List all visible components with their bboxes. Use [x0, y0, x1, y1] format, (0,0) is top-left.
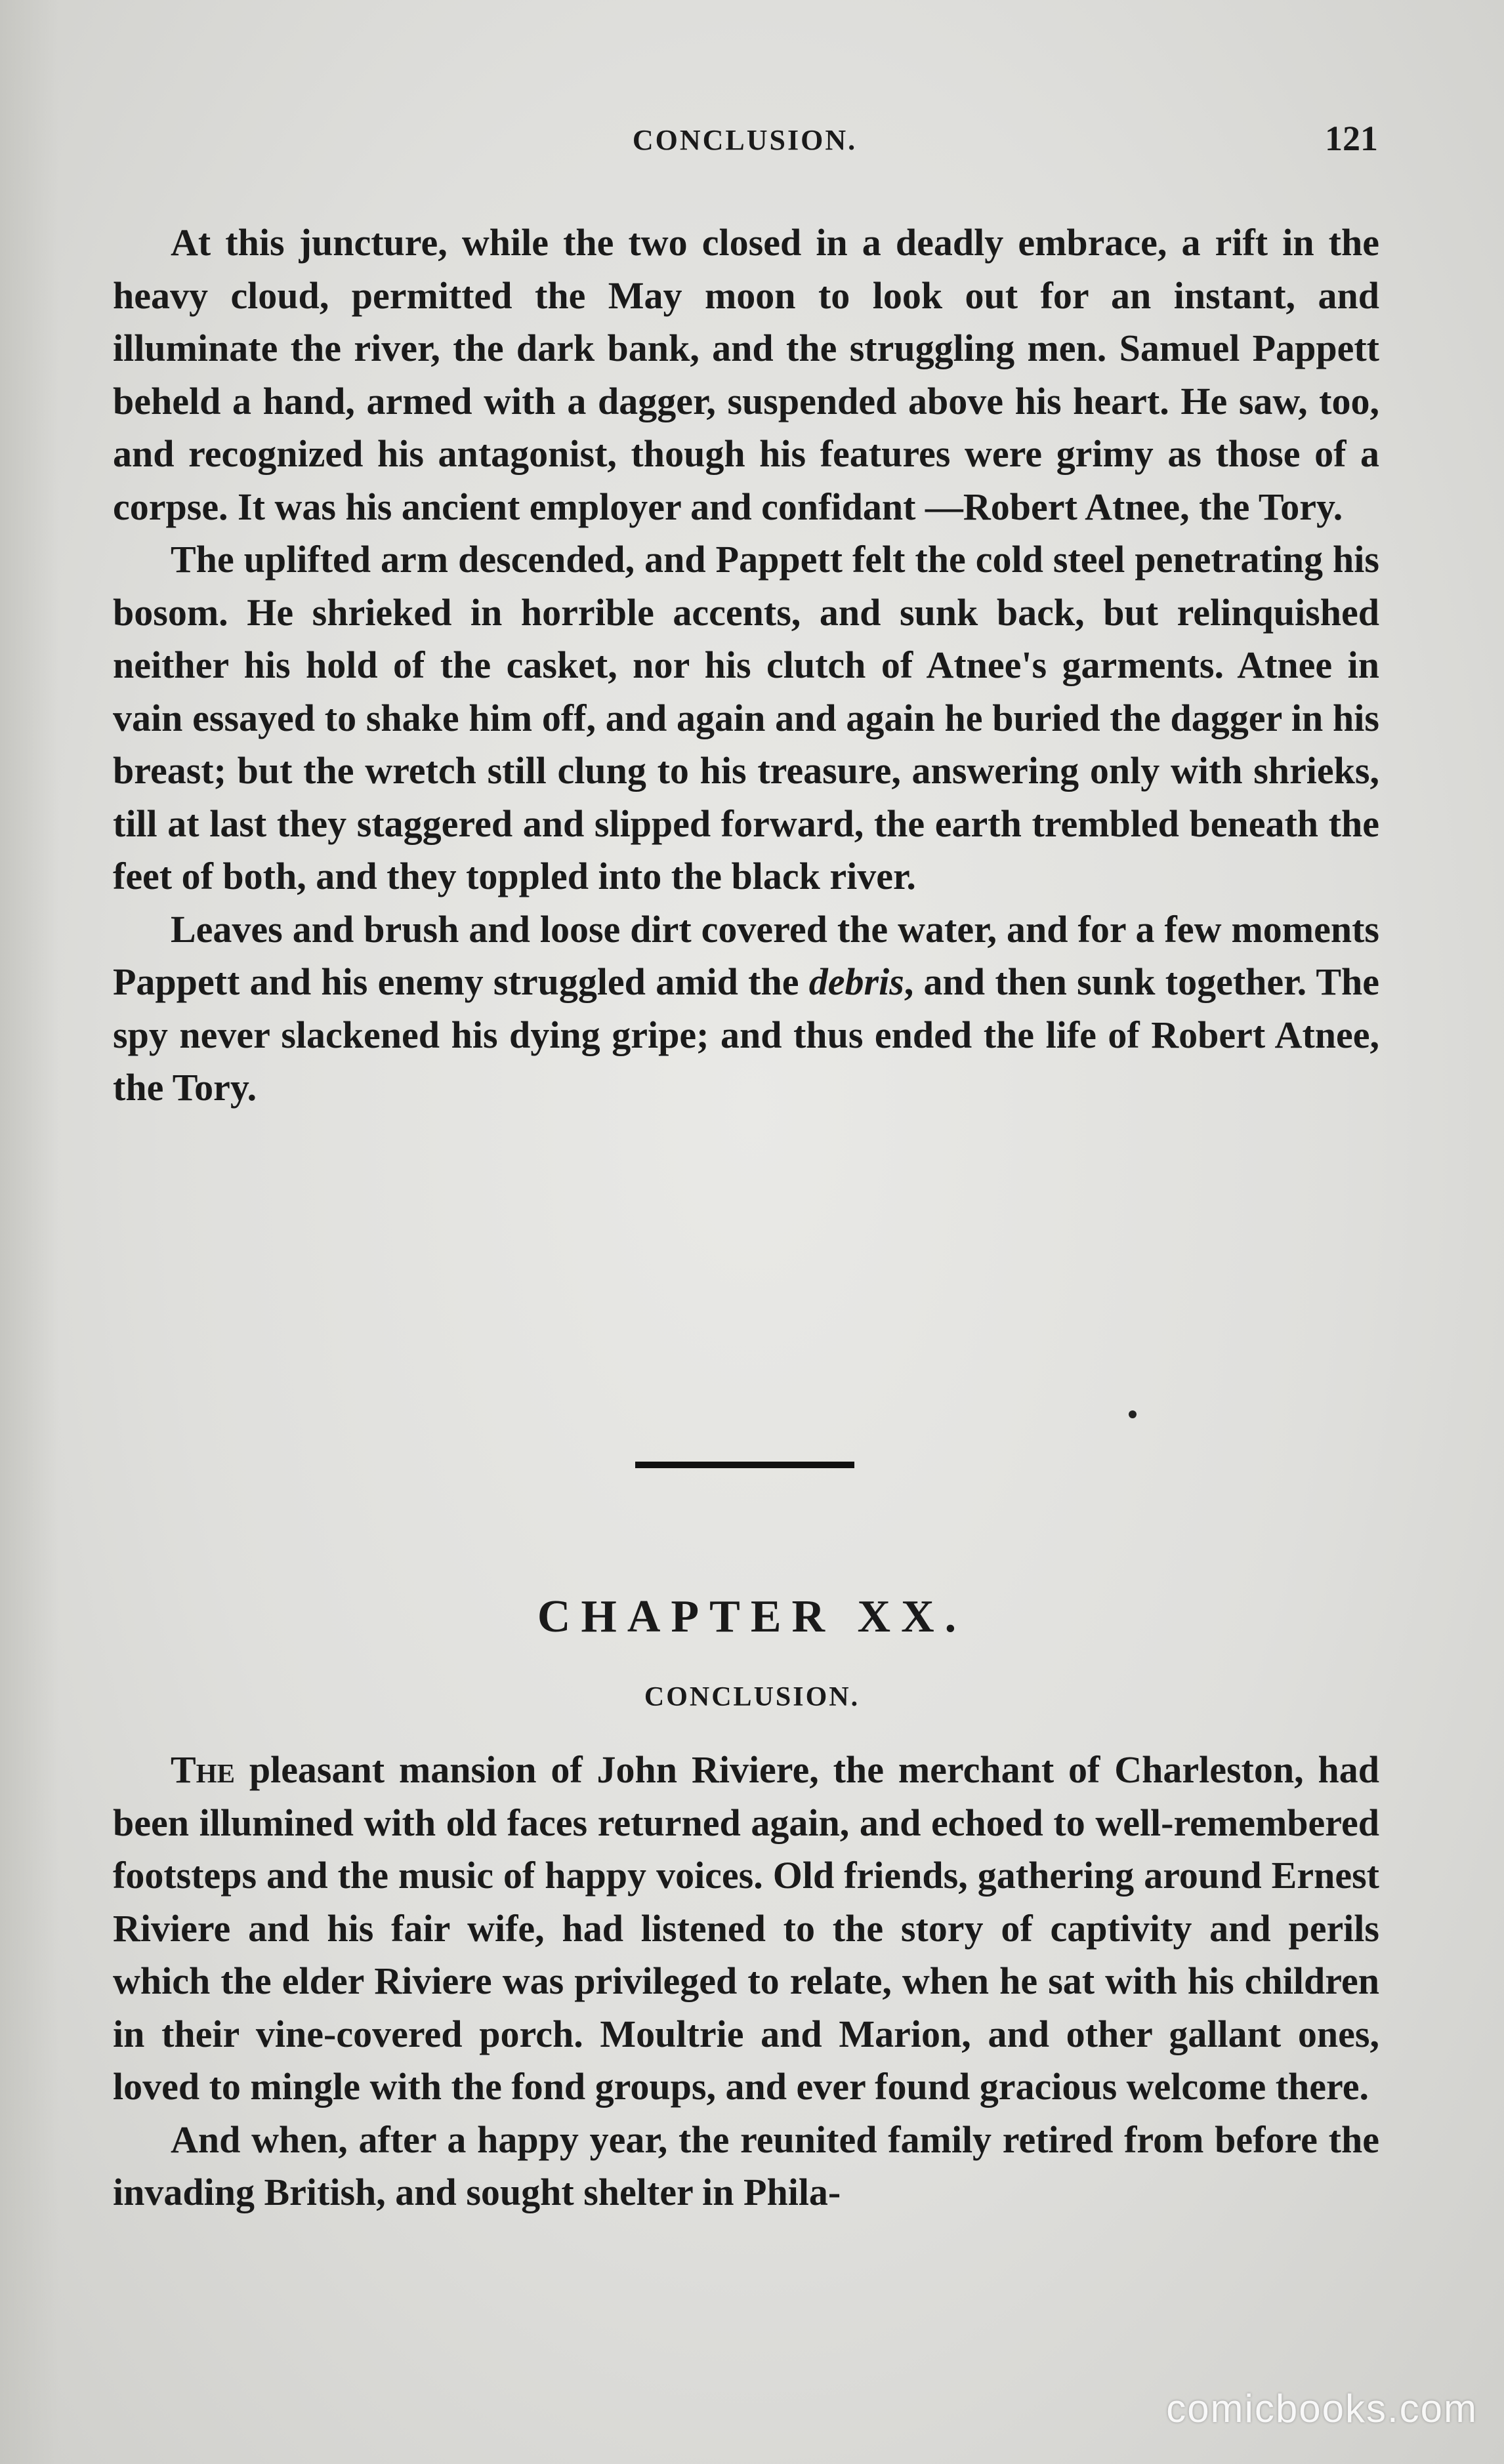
page-number: 121 [1325, 119, 1378, 158]
chapter-ending-text [113, 216, 1379, 1115]
small-caps-lead: The [171, 1748, 235, 1791]
running-title: CONCLUSION. [632, 124, 858, 156]
paragraph: At this juncture, while the two closed in a deadly embrace, a rift in the heavy cloud, permitted the May moon to look out for an instant, and illuminate the river, the dark bank, and the struggling men. Samuel Pappett beheld a hand, armed with a dagger, suspended above his heart. He saw, too, and recognized his antagonist, though his features were grimy as those of a corpse. It was his ancient employer and confidant —Robert Atnee, the Tory. [113, 221, 1379, 528]
ink-speck [1129, 1410, 1137, 1418]
paragraph [113, 1744, 1379, 2114]
page-edge-shadow [0, 0, 59, 2464]
paragraph-text: Leaves and brush and loose dirt covered the water, and for a few moments Pappett and his enemy struggled amid the [113, 907, 1379, 1003]
chapter-text [113, 1744, 1379, 2219]
paragraph [113, 903, 1379, 1115]
watermark: comicbooks.com [1166, 2387, 1478, 2431]
page-header [112, 117, 1378, 169]
paragraph-text: pleasant mansion of John Riviere, the merchant of Charleston, had been illumined with old faces returned again, and echoed to well-remembered footsteps and the music of happy voices. Old friends, gathering around Ernest Riviere and his fair wife, had listened to the story of captivity and perils which the elder Riviere was privileged to relate, when he sat with his children in their vine-covered porch. Moultrie and Marion, and other gallant ones, loved to mingle with the fond groups, and ever found gracious welcome there. [113, 1748, 1379, 2108]
chapter-title: CHAPTER XX. [537, 1591, 967, 1642]
section-divider-rule [635, 1462, 854, 1468]
paragraph-text: , and then sunk together. The spy never slackened his dying gripe; and thus ended the life of Robert Atnee, the Tory. [113, 960, 1380, 1109]
paragraph: And when, after a happy year, the reunited family retired from before the invading British, and sought shelter in Phila- [113, 2118, 1379, 2213]
chapter-subtitle: CONCLUSION. [644, 1682, 860, 1712]
paragraph: The uplifted arm descended, and Pappett felt the cold steel penetrating his bosom. He shrieked in horrible accents, and sunk back, but relinquished neither his hold of the casket, nor his clutch of Atnee's garments. Atnee in vain essayed to shake him off, and again and again he buried the dagger in his breast; but the wretch still clung to his treasure, answering only with shrieks, till at last they staggered and slipped forward, the earth trembled beneath the feet of both, and they toppled into the black river. [113, 538, 1379, 897]
italic-word: debris [808, 960, 904, 1003]
